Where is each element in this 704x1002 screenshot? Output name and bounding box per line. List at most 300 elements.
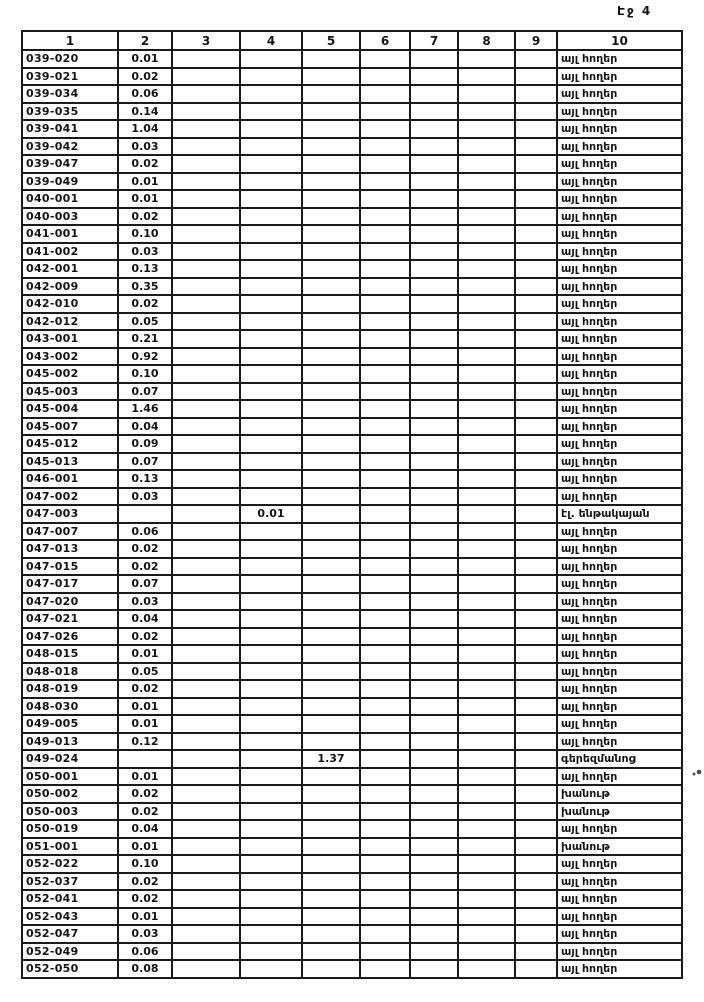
cell-col-9 xyxy=(515,103,557,121)
cell-col-2: 0.10 xyxy=(118,225,172,243)
cell-col-3 xyxy=(172,85,240,103)
cell-col-3 xyxy=(172,558,240,576)
cell-col-6 xyxy=(360,138,410,156)
cell-col-4 xyxy=(240,925,302,943)
cell-col-9 xyxy=(515,873,557,891)
cell-col-8 xyxy=(458,453,515,471)
cell-col-7 xyxy=(410,558,458,576)
cell-col-1: 043-002 xyxy=(22,348,118,366)
cell-col-10: այլ հողեր xyxy=(557,645,682,663)
cell-col-10: այլ հողեր xyxy=(557,855,682,873)
cell-col-6 xyxy=(360,610,410,628)
table-row xyxy=(22,838,682,856)
cell-col-1: 039-020 xyxy=(22,50,118,68)
cell-col-10: այլ հողեր xyxy=(557,768,682,786)
cell-col-8 xyxy=(458,435,515,453)
cell-col-7 xyxy=(410,435,458,453)
table-row xyxy=(22,593,682,611)
cell-col-5 xyxy=(302,593,360,611)
cell-col-2: 0.92 xyxy=(118,348,172,366)
cell-col-6 xyxy=(360,278,410,296)
cell-col-2: 0.08 xyxy=(118,960,172,978)
cell-col-10: այլ հողեր xyxy=(557,960,682,978)
cell-col-5 xyxy=(302,190,360,208)
cell-col-1: 047-015 xyxy=(22,558,118,576)
cell-col-10: այլ հողեր xyxy=(557,820,682,838)
cell-col-9 xyxy=(515,68,557,86)
cell-col-7 xyxy=(410,418,458,436)
cell-col-4 xyxy=(240,523,302,541)
cell-col-6 xyxy=(360,645,410,663)
cell-col-10: այլ հողեր xyxy=(557,313,682,331)
cell-col-5 xyxy=(302,925,360,943)
table-row xyxy=(22,750,682,768)
cell-col-5 xyxy=(302,383,360,401)
cell-col-8 xyxy=(458,873,515,891)
cell-col-10: այլ հողեր xyxy=(557,68,682,86)
cell-col-5 xyxy=(302,873,360,891)
cell-col-9 xyxy=(515,715,557,733)
cell-col-7 xyxy=(410,190,458,208)
cell-col-4 xyxy=(240,610,302,628)
cell-col-4 xyxy=(240,278,302,296)
cell-col-4 xyxy=(240,873,302,891)
cell-col-2: 0.35 xyxy=(118,278,172,296)
cell-col-9 xyxy=(515,330,557,348)
cell-col-4 xyxy=(240,733,302,751)
table-row xyxy=(22,873,682,891)
cell-col-8 xyxy=(458,365,515,383)
cell-col-1: 051-001 xyxy=(22,838,118,856)
cell-col-1: 048-019 xyxy=(22,680,118,698)
cell-col-1: 050-019 xyxy=(22,820,118,838)
cell-col-3 xyxy=(172,698,240,716)
cell-col-10: այլ հողեր xyxy=(557,418,682,436)
cell-col-1: 042-012 xyxy=(22,313,118,331)
cell-col-5 xyxy=(302,435,360,453)
table-row xyxy=(22,698,682,716)
cell-col-2: 0.03 xyxy=(118,593,172,611)
cell-col-2: 0.06 xyxy=(118,523,172,541)
cell-col-6 xyxy=(360,488,410,506)
cell-col-9 xyxy=(515,908,557,926)
cell-col-7 xyxy=(410,680,458,698)
cell-col-7 xyxy=(410,785,458,803)
cell-col-4 xyxy=(240,540,302,558)
table-row xyxy=(22,575,682,593)
cell-col-3 xyxy=(172,313,240,331)
cell-col-8 xyxy=(458,400,515,418)
cell-col-4 xyxy=(240,155,302,173)
cell-col-9 xyxy=(515,820,557,838)
cell-col-3 xyxy=(172,208,240,226)
cell-col-7 xyxy=(410,225,458,243)
cell-col-3 xyxy=(172,260,240,278)
cell-col-6 xyxy=(360,715,410,733)
cell-col-1: 052-050 xyxy=(22,960,118,978)
cell-col-9 xyxy=(515,925,557,943)
cell-col-10: այլ հողեր xyxy=(557,103,682,121)
cell-col-7 xyxy=(410,50,458,68)
cell-col-4 xyxy=(240,768,302,786)
cell-col-1: 052-022 xyxy=(22,855,118,873)
cell-col-10: այլ հողեր xyxy=(557,733,682,751)
cell-col-1: 049-024 xyxy=(22,750,118,768)
cell-col-4 xyxy=(240,190,302,208)
cell-col-6 xyxy=(360,208,410,226)
cell-col-8 xyxy=(458,540,515,558)
cell-col-4 xyxy=(240,698,302,716)
cell-col-5 xyxy=(302,418,360,436)
cell-col-7 xyxy=(410,400,458,418)
cell-col-7 xyxy=(410,820,458,838)
cell-col-10: այլ հողեր xyxy=(557,190,682,208)
cell-col-1: 045-003 xyxy=(22,383,118,401)
cell-col-2: 0.02 xyxy=(118,785,172,803)
cell-col-6 xyxy=(360,103,410,121)
cell-col-8 xyxy=(458,908,515,926)
cell-col-6 xyxy=(360,365,410,383)
cell-col-7 xyxy=(410,855,458,873)
cell-col-1: 039-035 xyxy=(22,103,118,121)
cell-col-4 xyxy=(240,453,302,471)
scan-smudge-mark xyxy=(692,768,702,777)
cell-col-3 xyxy=(172,943,240,961)
cell-col-9 xyxy=(515,155,557,173)
cell-col-5 xyxy=(302,820,360,838)
table-row xyxy=(22,523,682,541)
cell-col-7 xyxy=(410,663,458,681)
cell-col-8 xyxy=(458,680,515,698)
table-row xyxy=(22,715,682,733)
cell-col-4 xyxy=(240,803,302,821)
table-row xyxy=(22,50,682,68)
cell-col-7 xyxy=(410,803,458,821)
cell-col-6 xyxy=(360,190,410,208)
cell-col-9 xyxy=(515,138,557,156)
cell-col-6 xyxy=(360,225,410,243)
cell-col-1: 046-001 xyxy=(22,470,118,488)
cell-col-3 xyxy=(172,50,240,68)
table-row xyxy=(22,243,682,261)
table-header-row xyxy=(22,31,682,50)
cell-col-3 xyxy=(172,960,240,978)
cell-col-4 xyxy=(240,890,302,908)
cell-col-10: այլ հողեր xyxy=(557,435,682,453)
cell-col-1: 047-002 xyxy=(22,488,118,506)
cell-col-7 xyxy=(410,488,458,506)
cell-col-6 xyxy=(360,418,410,436)
cell-col-3 xyxy=(172,418,240,436)
cell-col-3 xyxy=(172,435,240,453)
cell-col-5 xyxy=(302,400,360,418)
table-row xyxy=(22,855,682,873)
cell-col-1: 039-049 xyxy=(22,173,118,191)
cell-col-6 xyxy=(360,260,410,278)
cell-col-7 xyxy=(410,523,458,541)
cell-col-2: 0.04 xyxy=(118,820,172,838)
cell-col-1: 050-003 xyxy=(22,803,118,821)
cell-col-1: 039-041 xyxy=(22,120,118,138)
cell-col-5 xyxy=(302,575,360,593)
cell-col-9 xyxy=(515,383,557,401)
cell-col-5 xyxy=(302,295,360,313)
cell-col-6 xyxy=(360,908,410,926)
cell-col-7 xyxy=(410,838,458,856)
cell-col-5 xyxy=(302,330,360,348)
cell-col-6 xyxy=(360,155,410,173)
cell-col-5 xyxy=(302,470,360,488)
cell-col-7 xyxy=(410,645,458,663)
cell-col-6 xyxy=(360,558,410,576)
cell-col-10: այլ հողեր xyxy=(557,260,682,278)
cell-col-5 xyxy=(302,68,360,86)
table-row xyxy=(22,103,682,121)
cell-col-10: այլ հողեր xyxy=(557,908,682,926)
column-header-5: 5 xyxy=(302,31,360,50)
cell-col-8 xyxy=(458,85,515,103)
table-row xyxy=(22,663,682,681)
cell-col-8 xyxy=(458,715,515,733)
cell-col-2: 0.01 xyxy=(118,768,172,786)
cell-col-3 xyxy=(172,645,240,663)
cell-col-7 xyxy=(410,348,458,366)
cell-col-4 xyxy=(240,908,302,926)
cell-col-7 xyxy=(410,715,458,733)
cell-col-3 xyxy=(172,820,240,838)
cell-col-9 xyxy=(515,558,557,576)
cell-col-5 xyxy=(302,663,360,681)
cell-col-9 xyxy=(515,50,557,68)
cell-col-10: էլ. ենթակայան xyxy=(557,505,682,523)
cell-col-8 xyxy=(458,803,515,821)
cell-col-4 xyxy=(240,488,302,506)
cell-col-4 xyxy=(240,225,302,243)
cell-col-10: այլ հողեր xyxy=(557,85,682,103)
cell-col-5 xyxy=(302,698,360,716)
cell-col-6 xyxy=(360,453,410,471)
cell-col-10: այլ հողեր xyxy=(557,698,682,716)
cell-col-1: 039-021 xyxy=(22,68,118,86)
cell-col-9 xyxy=(515,785,557,803)
cell-col-7 xyxy=(410,313,458,331)
cell-col-1: 042-009 xyxy=(22,278,118,296)
cell-col-6 xyxy=(360,628,410,646)
cell-col-3 xyxy=(172,628,240,646)
cell-col-9 xyxy=(515,243,557,261)
cell-col-6 xyxy=(360,698,410,716)
cell-col-9 xyxy=(515,803,557,821)
cell-col-1: 048-018 xyxy=(22,663,118,681)
cell-col-1: 052-047 xyxy=(22,925,118,943)
cell-col-4 xyxy=(240,855,302,873)
cell-col-10: այլ հողեր xyxy=(557,873,682,891)
cell-col-3 xyxy=(172,593,240,611)
cell-col-5 xyxy=(302,855,360,873)
cell-col-5 xyxy=(302,173,360,191)
cell-col-8 xyxy=(458,733,515,751)
cell-col-10: խանութ xyxy=(557,785,682,803)
table-row xyxy=(22,908,682,926)
cell-col-9 xyxy=(515,663,557,681)
cell-col-10: այլ հողեր xyxy=(557,208,682,226)
cell-col-1: 045-012 xyxy=(22,435,118,453)
cell-col-1: 052-049 xyxy=(22,943,118,961)
column-header-2: 2 xyxy=(118,31,172,50)
cell-col-3 xyxy=(172,803,240,821)
cell-col-3 xyxy=(172,190,240,208)
cell-col-6 xyxy=(360,838,410,856)
cell-col-9 xyxy=(515,225,557,243)
cell-col-5 xyxy=(302,260,360,278)
cell-col-2: 0.06 xyxy=(118,85,172,103)
cell-col-8 xyxy=(458,855,515,873)
cell-col-7 xyxy=(410,68,458,86)
column-header-4: 4 xyxy=(240,31,302,50)
table-row xyxy=(22,925,682,943)
table-body xyxy=(22,50,682,978)
cell-col-9 xyxy=(515,943,557,961)
cell-col-2: 0.01 xyxy=(118,908,172,926)
cell-col-7 xyxy=(410,768,458,786)
cell-col-7 xyxy=(410,208,458,226)
cell-col-7 xyxy=(410,470,458,488)
table-row xyxy=(22,313,682,331)
cell-col-8 xyxy=(458,628,515,646)
cell-col-6 xyxy=(360,120,410,138)
cell-col-8 xyxy=(458,488,515,506)
cell-col-3 xyxy=(172,838,240,856)
cell-col-5 xyxy=(302,768,360,786)
cell-col-1: 047-017 xyxy=(22,575,118,593)
cell-col-8 xyxy=(458,120,515,138)
cell-col-10: այլ հողեր xyxy=(557,488,682,506)
cell-col-8 xyxy=(458,960,515,978)
cell-col-3 xyxy=(172,365,240,383)
cell-col-3 xyxy=(172,138,240,156)
cell-col-7 xyxy=(410,960,458,978)
cell-col-6 xyxy=(360,68,410,86)
cell-col-9 xyxy=(515,768,557,786)
cell-col-4 xyxy=(240,260,302,278)
cell-col-6 xyxy=(360,50,410,68)
cell-col-7 xyxy=(410,575,458,593)
cell-col-6 xyxy=(360,313,410,331)
cell-col-4: 0.01 xyxy=(240,505,302,523)
cell-col-10: այլ հողեր xyxy=(557,295,682,313)
cell-col-10: այլ հողեր xyxy=(557,225,682,243)
cell-col-4 xyxy=(240,85,302,103)
cell-col-8 xyxy=(458,68,515,86)
cell-col-3 xyxy=(172,908,240,926)
cell-col-3 xyxy=(172,610,240,628)
cell-col-6 xyxy=(360,943,410,961)
cell-col-1: 039-042 xyxy=(22,138,118,156)
column-header-1: 1 xyxy=(22,31,118,50)
cell-col-2 xyxy=(118,750,172,768)
cell-col-3 xyxy=(172,243,240,261)
cell-col-6 xyxy=(360,680,410,698)
table-row xyxy=(22,540,682,558)
table-row xyxy=(22,208,682,226)
table-row xyxy=(22,348,682,366)
cell-col-10: այլ հողեր xyxy=(557,680,682,698)
cell-col-2: 0.07 xyxy=(118,453,172,471)
cell-col-6 xyxy=(360,505,410,523)
cell-col-7 xyxy=(410,138,458,156)
cell-col-6 xyxy=(360,593,410,611)
cell-col-5 xyxy=(302,680,360,698)
cell-col-1: 050-002 xyxy=(22,785,118,803)
cell-col-10: այլ հողեր xyxy=(557,138,682,156)
table-row xyxy=(22,628,682,646)
cell-col-9 xyxy=(515,960,557,978)
cell-col-10: այլ հողեր xyxy=(557,243,682,261)
cell-col-2: 0.04 xyxy=(118,610,172,628)
cell-col-4 xyxy=(240,365,302,383)
cell-col-7 xyxy=(410,295,458,313)
cell-col-1: 049-005 xyxy=(22,715,118,733)
cell-col-8 xyxy=(458,698,515,716)
cell-col-9 xyxy=(515,698,557,716)
cell-col-9 xyxy=(515,593,557,611)
cell-col-5 xyxy=(302,645,360,663)
cell-col-8 xyxy=(458,610,515,628)
cell-col-4 xyxy=(240,663,302,681)
cell-col-4 xyxy=(240,470,302,488)
cell-col-4 xyxy=(240,138,302,156)
cell-col-7 xyxy=(410,943,458,961)
table-row xyxy=(22,505,682,523)
cell-col-1: 045-007 xyxy=(22,418,118,436)
cell-col-9 xyxy=(515,453,557,471)
cell-col-9 xyxy=(515,838,557,856)
cell-col-10: խանութ xyxy=(557,838,682,856)
cell-col-2: 0.01 xyxy=(118,715,172,733)
cell-col-1: 041-002 xyxy=(22,243,118,261)
cell-col-8 xyxy=(458,313,515,331)
cell-col-2: 0.01 xyxy=(118,698,172,716)
cell-col-2 xyxy=(118,505,172,523)
table-row xyxy=(22,470,682,488)
table-row xyxy=(22,960,682,978)
cell-col-9 xyxy=(515,260,557,278)
cell-col-9 xyxy=(515,173,557,191)
table-row xyxy=(22,435,682,453)
cell-col-6 xyxy=(360,470,410,488)
cell-col-4 xyxy=(240,208,302,226)
cell-col-8 xyxy=(458,278,515,296)
cell-col-3 xyxy=(172,68,240,86)
cell-col-5 xyxy=(302,138,360,156)
cell-col-9 xyxy=(515,733,557,751)
cell-col-3 xyxy=(172,225,240,243)
cell-col-5 xyxy=(302,960,360,978)
cell-col-8 xyxy=(458,890,515,908)
cell-col-2: 0.01 xyxy=(118,173,172,191)
cell-col-3 xyxy=(172,330,240,348)
table-row xyxy=(22,680,682,698)
cell-col-2: 0.02 xyxy=(118,295,172,313)
cell-col-4 xyxy=(240,313,302,331)
cell-col-8 xyxy=(458,943,515,961)
cell-col-10: այլ հողեր xyxy=(557,383,682,401)
cell-col-10: այլ հողեր xyxy=(557,943,682,961)
cell-col-6 xyxy=(360,575,410,593)
cell-col-3 xyxy=(172,575,240,593)
cell-col-8 xyxy=(458,558,515,576)
cell-col-5 xyxy=(302,103,360,121)
